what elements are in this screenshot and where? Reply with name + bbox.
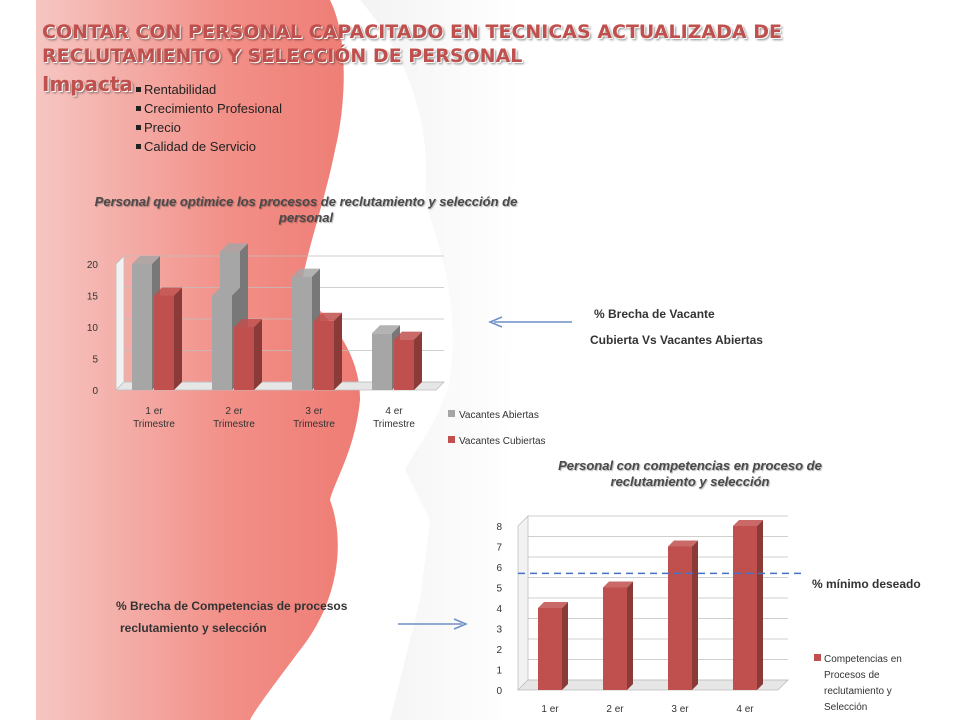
x-tick-label: 3 er xyxy=(305,406,323,417)
legend-label: Vacantes Abiertas xyxy=(459,410,539,421)
brecha-vacante-label-2: Cubierta Vs Vacantes Abiertas xyxy=(590,333,763,347)
y-tick-label: 20 xyxy=(86,260,98,271)
y-tick-label: 0 xyxy=(496,686,502,697)
chart-wall xyxy=(518,516,528,690)
legend-swatch xyxy=(448,410,455,417)
brecha-competencias-label-2: reclutamiento y selección xyxy=(120,621,267,635)
bar xyxy=(234,319,262,390)
bar xyxy=(154,288,182,391)
y-tick-label: 3 xyxy=(496,624,502,636)
legend-label: Competencias en Procesos de reclutamiento y Selección xyxy=(824,654,902,713)
x-tick-label: 4 er xyxy=(385,406,403,417)
brecha-competencias-label: % Brecha de Competencias de procesos xyxy=(116,599,348,613)
x-tick-label: Trimestre xyxy=(373,419,415,430)
x-tick-label: 1 er xyxy=(541,704,559,715)
y-tick-label: 7 xyxy=(496,542,502,554)
vacantes-bar-chart xyxy=(66,240,566,510)
x-tick-label: 2 er xyxy=(225,406,243,417)
y-tick-label: 6 xyxy=(496,563,502,574)
slide-subtitle: Impacta xyxy=(42,72,134,96)
y-tick-label: 5 xyxy=(496,583,502,595)
chart-wall xyxy=(116,256,124,390)
y-tick-label: 1 xyxy=(496,665,502,677)
y-tick-label: 4 xyxy=(496,604,502,615)
chart2-title: Personal con competencias en proceso de reclutamiento y selección xyxy=(558,458,822,489)
x-tick-label: Trimestre xyxy=(293,419,335,430)
brecha-vacante-label: % Brecha de Vacante xyxy=(594,307,715,321)
competencias-bar-chart xyxy=(480,508,950,718)
y-tick-label: 15 xyxy=(86,291,98,303)
chart1-title: Personal que optimice los procesos de reclutamiento y selección de personal xyxy=(94,194,518,225)
y-tick-label: 0 xyxy=(92,386,98,397)
bar xyxy=(603,582,633,691)
x-tick-label: 4 er xyxy=(736,704,754,715)
legend-label: Vacantes Cubiertas xyxy=(459,436,546,447)
legend-swatch xyxy=(814,654,821,661)
x-tick-label: 1 er xyxy=(145,406,163,417)
slide-title: CONTAR CON PERSONAL CAPACITADO EN TECNICAS ACTUALIZADA DE RECLUTAMIENTO Y SELECCIÓN DE PERSONAL xyxy=(42,21,782,67)
x-tick-label: Trimestre xyxy=(133,419,175,430)
list-item: Precio xyxy=(136,118,282,137)
y-tick-label: 5 xyxy=(92,354,98,366)
y-tick-label: 2 xyxy=(496,645,502,656)
x-tick-label: Trimestre xyxy=(213,419,255,430)
y-tick-label: 8 xyxy=(496,522,502,533)
bar xyxy=(538,602,568,690)
y-tick-label: 10 xyxy=(86,323,98,334)
list-item: Calidad de Servicio xyxy=(136,137,282,156)
list-item: Rentabilidad xyxy=(136,80,282,99)
legend-swatch xyxy=(448,436,455,443)
bar xyxy=(314,313,342,390)
x-tick-label: 3 er xyxy=(671,704,689,715)
bar xyxy=(394,332,422,390)
impact-list xyxy=(136,80,282,156)
bar xyxy=(668,541,698,691)
list-item: Crecimiento Profesional xyxy=(136,99,282,118)
bar xyxy=(733,520,763,690)
minimo-deseado-label: % mínimo deseado xyxy=(812,577,921,591)
x-tick-label: 2 er xyxy=(606,704,624,715)
